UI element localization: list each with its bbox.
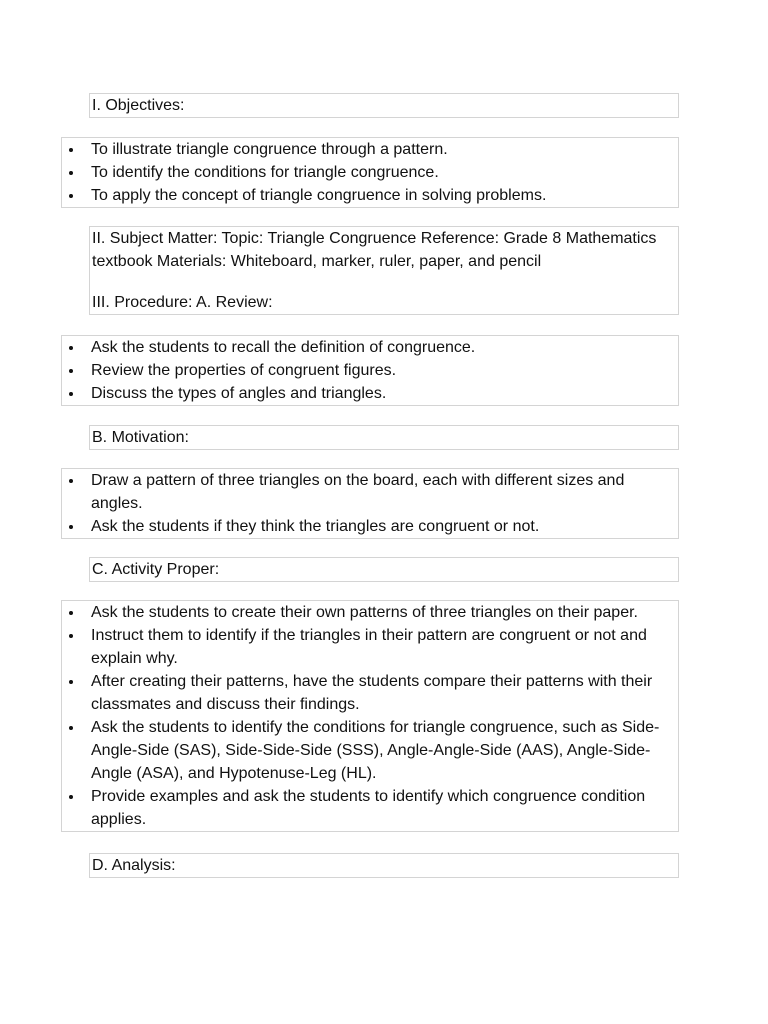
subject-matter-block	[89, 226, 679, 315]
activity-list	[61, 600, 679, 832]
list-item: Discuss the types of angles and triangles.	[62, 382, 678, 405]
motivation-heading: B. Motivation:	[89, 425, 679, 450]
activity-heading: C. Activity Proper:	[89, 557, 679, 582]
list-item: After creating their patterns, have the students compare their patterns with their classmates and discuss their findings.	[62, 670, 678, 716]
list-item: To apply the concept of triangle congruence in solving problems.	[62, 184, 678, 207]
list-item: Ask the students if they think the triangles are congruent or not.	[62, 515, 678, 538]
motivation-list	[61, 468, 679, 539]
list-item: Review the properties of congruent figures.	[62, 359, 678, 382]
list-item: Ask the students to recall the definition of congruence.	[62, 336, 678, 359]
subject-matter-text: II. Subject Matter: Topic: Triangle Congruence Reference: Grade 8 Mathematics textbook Materials: Whiteboard, marker, ruler, paper, and pencil	[92, 230, 657, 270]
objectives-heading: I. Objectives:	[89, 93, 679, 118]
list-item: Ask the students to create their own patterns of three triangles on their paper.	[62, 601, 678, 624]
procedure-heading: III. Procedure: A. Review:	[92, 294, 273, 311]
review-list	[61, 335, 679, 406]
list-item: Provide examples and ask the students to identify which congruence condition applies.	[62, 785, 678, 831]
list-item: To illustrate triangle congruence through a pattern.	[62, 138, 678, 161]
list-item: To identify the conditions for triangle congruence.	[62, 161, 678, 184]
list-item: Draw a pattern of three triangles on the board, each with different sizes and angles.	[62, 469, 678, 515]
list-item: Instruct them to identify if the triangles in their pattern are congruent or not and explain why.	[62, 624, 678, 670]
objectives-list	[61, 137, 679, 208]
list-item: Ask the students to identify the conditions for triangle congruence, such as Side-Angle-Side (SAS), Side-Side-Side (SSS), Angle-Angle-Side (AAS), Angle-Side-Angle (ASA), and Hypotenuse-Leg (HL).	[62, 716, 678, 785]
analysis-heading: D. Analysis:	[89, 853, 679, 878]
